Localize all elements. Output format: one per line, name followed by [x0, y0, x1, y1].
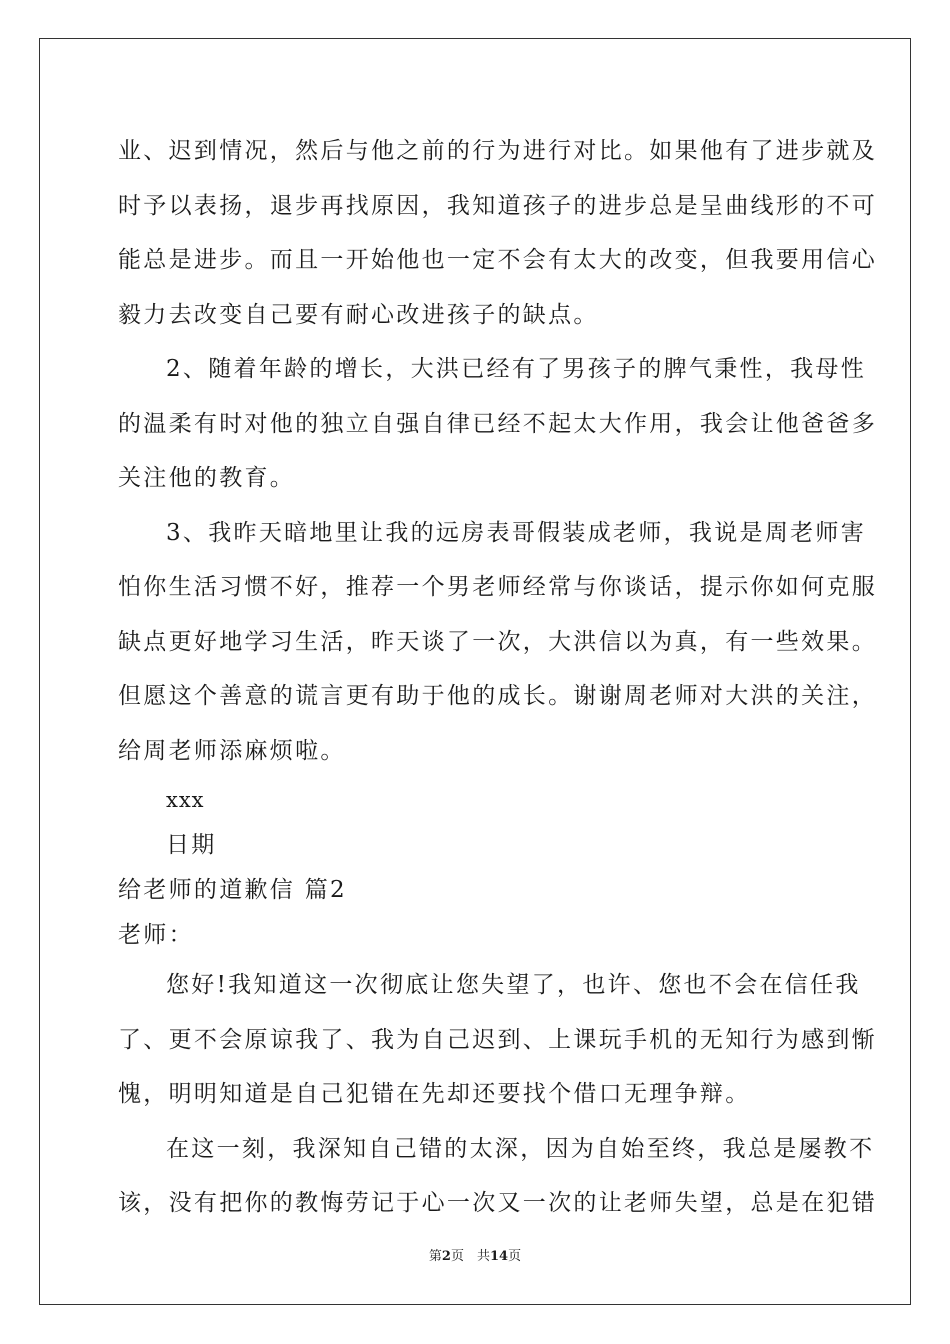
text-line: 2、随着年龄的增长，大洪已经有了男孩子的脾气秉性，我母性 [166, 356, 867, 382]
text-line: 能总是进步。而且一开始他也一定不会有太大的改变，但我要用信心 [118, 247, 877, 273]
text-line: 该，没有把你的教悔劳记于心一次又一次的让老师失望，总是在犯错 [118, 1190, 877, 1216]
text-line: 毅力去改变自己要有耐心改进孩子的缺点。 [118, 301, 599, 328]
footer-prefix: 第 [428, 1249, 442, 1264]
current-page-number: 2 [441, 1249, 451, 1264]
text-line: 关注他的教育。 [118, 465, 296, 491]
text-line: 您好!我知道这一次彻底让您失望了，也许、您也不会在信任我 [166, 972, 861, 998]
document-body [118, 124, 877, 1231]
text-line: 愧，明明知道是自己犯错在先却还要找个借口无理争辩。 [118, 1081, 751, 1107]
text-line: 怕你生活习惯不好，推荐一个男老师经常与你谈话，提示你如何克服 [118, 574, 877, 600]
section-heading: 给老师的道歉信 篇2 [118, 877, 347, 903]
text-line: 了、更不会原谅我了、我为自己迟到、上课玩手机的无知行为感到惭 [118, 1026, 877, 1053]
text-line: 的温柔有时对他的独立自强自律已经不起太大作用，我会让他爸爸多 [118, 410, 877, 437]
text-line: 但愿这个善意的谎言更有助于他的成长。谢谢周老师对大洪的关注， [118, 683, 877, 709]
date-line: 日期 [166, 832, 217, 858]
page-footer [0, 1245, 950, 1264]
text-line: 时予以表扬，退步再找原因，我知道孩子的进步总是呈曲线形的不可 [118, 192, 877, 219]
text-line: 给周老师添麻烦啦。 [118, 737, 346, 764]
footer-suffix: 页 [508, 1249, 522, 1264]
footer-mid: 页 共 [450, 1249, 490, 1264]
text-line: 缺点更好地学习生活，昨天谈了一次，大洪信以为真，有一些效果。 [118, 628, 877, 655]
signature: xxx [166, 788, 205, 812]
total-pages: 14 [489, 1249, 509, 1264]
text-line: 在这一刻，我深知自己错的太深，因为自始至终，我总是屡教不 [166, 1135, 875, 1162]
text-line: 3、我昨天暗地里让我的远房表哥假装成老师，我说是周老师害 [166, 519, 867, 546]
text-line: 业、迟到情况，然后与他之前的行为进行对比。如果他有了进步就及 [118, 138, 877, 164]
salutation: 老师： [118, 922, 194, 948]
